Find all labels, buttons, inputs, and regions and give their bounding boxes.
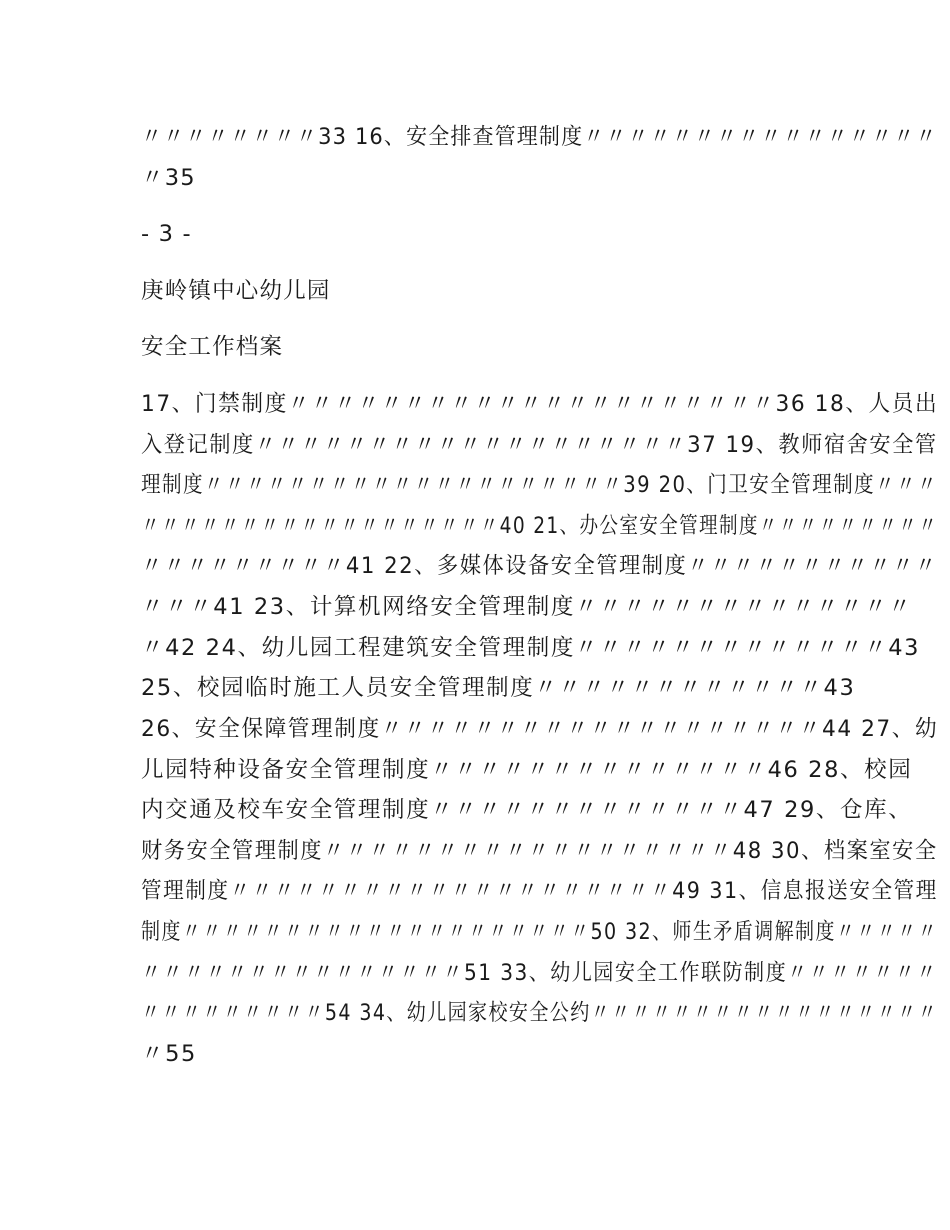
toc-line: 入登记制度〃〃〃〃〃〃〃〃〃〃〃〃〃〃〃〃〃〃〃37 19、教师宿舍安全管 <box>141 432 938 458</box>
toc-line: 26、安全保障管理制度〃〃〃〃〃〃〃〃〃〃〃〃〃〃〃〃〃〃〃44 27、幼 <box>141 716 939 742</box>
toc-line: 理制度〃〃〃〃〃〃〃〃〃〃〃〃〃〃〃〃〃〃〃〃39 20、门卫安全管理制度〃〃〃 <box>141 472 938 498</box>
toc-line: 〃〃〃〃〃〃〃〃〃54 34、幼儿园家校安全公约〃〃〃〃〃〃〃〃〃〃〃〃〃〃〃〃〃 <box>141 1000 939 1026</box>
school-name: 庚岭镇中心幼儿园 <box>141 278 331 304</box>
toc-line: 儿园特种设备安全管理制度〃〃〃〃〃〃〃〃〃〃〃〃〃〃46 28、校园 <box>141 757 913 783</box>
toc-line: 〃〃〃〃〃〃〃〃〃41 22、多媒体设备安全管理制度〃〃〃〃〃〃〃〃〃〃〃 <box>141 553 938 579</box>
toc-line: 〃〃〃41 23、计算机网络安全管理制度〃〃〃〃〃〃〃〃〃〃〃〃〃〃 <box>141 594 913 620</box>
toc-line: 管理制度〃〃〃〃〃〃〃〃〃〃〃〃〃〃〃〃〃〃〃〃49 31、信息报送安全管理 <box>141 878 938 904</box>
toc-line: 〃55 <box>141 1041 197 1067</box>
toc-line-top-2: 〃35 <box>141 165 196 191</box>
toc-line: 〃42 24、幼儿园工程建筑安全管理制度〃〃〃〃〃〃〃〃〃〃〃〃〃43 <box>141 635 921 661</box>
toc-line: 25、校园临时施工人员安全管理制度〃〃〃〃〃〃〃〃〃〃〃〃43 <box>141 675 856 701</box>
toc-line: 内交通及校车安全管理制度〃〃〃〃〃〃〃〃〃〃〃〃〃47 29、仓库、 <box>141 797 913 823</box>
toc-line: 制度〃〃〃〃〃〃〃〃〃〃〃〃〃〃〃〃〃〃〃〃50 32、师生矛盾调解制度〃〃〃〃〃 <box>141 919 939 945</box>
toc-line: 17、门禁制度〃〃〃〃〃〃〃〃〃〃〃〃〃〃〃〃〃〃〃〃〃36 18、人员出 <box>141 391 939 417</box>
toc-line: 财务安全管理制度〃〃〃〃〃〃〃〃〃〃〃〃〃〃〃〃〃〃48 30、档案室安全 <box>141 838 938 864</box>
toc-line-top-1: 〃〃〃〃〃〃〃〃33 16、安全排查管理制度〃〃〃〃〃〃〃〃〃〃〃〃〃〃〃〃 <box>141 124 938 150</box>
toc-line: 〃〃〃〃〃〃〃〃〃〃〃〃〃〃〃51 33、幼儿园安全工作联防制度〃〃〃〃〃〃〃 <box>141 960 938 986</box>
page-number: - 3 - <box>141 221 192 247</box>
document-title: 安全工作档案 <box>141 334 284 360</box>
toc-line: 〃〃〃〃〃〃〃〃〃〃〃〃〃〃〃〃〃〃40 21、办公室安全管理制度〃〃〃〃〃〃〃〃〃 <box>141 513 939 539</box>
